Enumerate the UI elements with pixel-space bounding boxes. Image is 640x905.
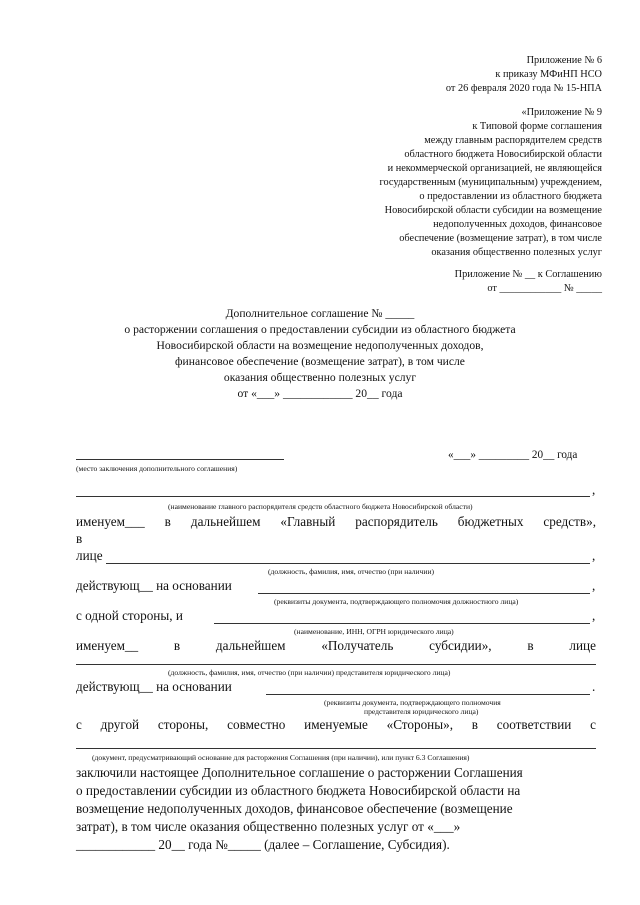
final-line: о предоставлении субсидии из областного бюджета Новосибирской области на	[76, 783, 521, 798]
basis-line-2	[266, 694, 590, 695]
header-line: Приложение № __ к Соглашению	[454, 269, 602, 280]
header-line: к Типовой форме соглашения	[472, 121, 602, 132]
title-line: о расторжении соглашения о предоставлении субсидии из областного бюджета	[124, 323, 516, 336]
comma: ,	[592, 548, 596, 563]
caption-recipient: (наименование, ИНН, ОГРН юридического лица)	[294, 627, 454, 636]
word: именуемые	[304, 717, 368, 732]
document-title	[0, 306, 640, 402]
agreement-date: «___» _________ 20__ года	[448, 449, 578, 461]
header-line: между главным распорядителем средств	[424, 135, 602, 146]
word: «Стороны»,	[386, 717, 453, 732]
caption-basis: (реквизиты документа, подтверждающего полномочия должностного лица)	[274, 597, 519, 606]
title-line: финансовое обеспечение (возмещение затрат), в том числе	[175, 355, 465, 368]
header-line: Приложение № 6	[526, 55, 602, 66]
comma: ,	[592, 578, 596, 593]
word: именуем___	[76, 514, 145, 529]
grantor-name-line	[76, 496, 590, 497]
word: «Главный	[280, 514, 336, 529]
body-line-named-grantor	[76, 514, 596, 530]
header-line: оказания общественно полезных услуг	[431, 247, 602, 258]
body-label-acting-basis-2: действующ__ на основании	[76, 679, 232, 694]
comma: ,	[592, 608, 596, 623]
word: с	[76, 717, 82, 732]
title-line: от «___» ____________ 20__ года	[237, 387, 403, 400]
final-line: ____________ 20__ года №_____ (далее – Соглашение, Субсидия).	[76, 837, 450, 852]
person-line	[106, 563, 590, 564]
word: в	[173, 638, 181, 653]
word: в	[527, 638, 534, 653]
caption-grantor: (наименование главного распорядителя средств областного бюджета Новосибирской области)	[168, 502, 473, 511]
body-label-acting-basis: действующ__ на основании	[76, 578, 232, 593]
representative-line	[76, 664, 596, 665]
title-line: оказания общественно полезных услуг	[223, 371, 417, 384]
word: с	[590, 717, 596, 732]
header-line: «Приложение № 9	[521, 107, 602, 118]
body-word-v: в	[76, 531, 83, 546]
word: стороны,	[157, 717, 209, 732]
word: другой	[100, 717, 140, 732]
final-paragraph	[76, 764, 596, 854]
header-line: от 26 февраля 2020 года № 15-НПА	[445, 83, 602, 94]
header-line: к приказу МФиНП НСО	[495, 69, 602, 80]
body-label-one-side: с одной стороны, и	[76, 608, 183, 623]
caption-termination-basis: (документ, предусматривающий основание для расторжения Соглашения (при наличии), или пункт 6.3 Соглашения)	[92, 753, 470, 762]
period: .	[592, 679, 596, 694]
header-line: областного бюджета Новосибирской области	[404, 149, 602, 160]
word: дальнейшем	[215, 638, 286, 653]
header-appendix-6	[446, 54, 602, 96]
header-line: о предоставлении из областного бюджета	[419, 191, 602, 202]
caption-basis-2a: (реквизиты документа, подтверждающего полномочия	[324, 698, 501, 707]
word: средств»,	[543, 514, 596, 529]
header-agreement-ref	[455, 268, 602, 296]
header-line: Новосибирской области субсидии на возмещение	[384, 205, 602, 216]
termination-basis-line	[76, 748, 596, 749]
final-line: заключили настоящее Дополнительное соглашение о расторжении Соглашения	[76, 765, 523, 780]
word: распорядитель	[355, 514, 438, 529]
comma: ,	[592, 482, 596, 497]
word: в	[164, 514, 171, 529]
caption-person: (должность, фамилия, имя, отчество (при наличии)	[268, 567, 435, 576]
place-line	[76, 459, 284, 460]
header-appendix-9	[380, 106, 602, 260]
word: дальнейшем	[190, 514, 261, 529]
header-line: и некоммерческой организацией, не являющейся	[387, 163, 602, 174]
header-line: обеспечение (возмещение затрат), в том числе	[399, 233, 602, 244]
word: в	[471, 717, 479, 732]
word: бюджетных	[457, 514, 524, 529]
caption-basis-2b: представителя юридического лица)	[364, 707, 479, 716]
word: соответствии	[496, 717, 572, 732]
word: субсидии»,	[429, 638, 492, 653]
word: «Получатель	[321, 638, 394, 653]
body-line-other-side	[76, 717, 596, 733]
body-line-named-recipient	[76, 638, 596, 654]
title-line: Дополнительное соглашение № _____	[225, 307, 415, 320]
word: лице	[569, 638, 596, 653]
header-line: недополученных доходов, финансовое	[433, 219, 602, 230]
recipient-line	[214, 623, 590, 624]
final-line: возмещение недополученных доходов, финансовое обеспечение (возмещение	[76, 801, 513, 816]
word: совместно	[227, 717, 286, 732]
header-line: государственным (муниципальным) учреждением,	[379, 177, 602, 188]
header-line: от ____________ № _____	[487, 283, 602, 294]
title-line: Новосибирской области на возмещение недополученных доходов,	[156, 339, 484, 352]
body-label-person: лице	[76, 548, 103, 563]
final-line: затрат), в том числе оказания общественно полезных услуг от «___»	[76, 819, 461, 834]
word: именуем__	[76, 638, 139, 653]
basis-line	[258, 593, 590, 594]
caption-representative: (должность, фамилия, имя, отчество (при наличии) представителя юридического лица)	[168, 668, 451, 677]
place-caption: (место заключения дополнительного соглашения)	[76, 464, 238, 473]
